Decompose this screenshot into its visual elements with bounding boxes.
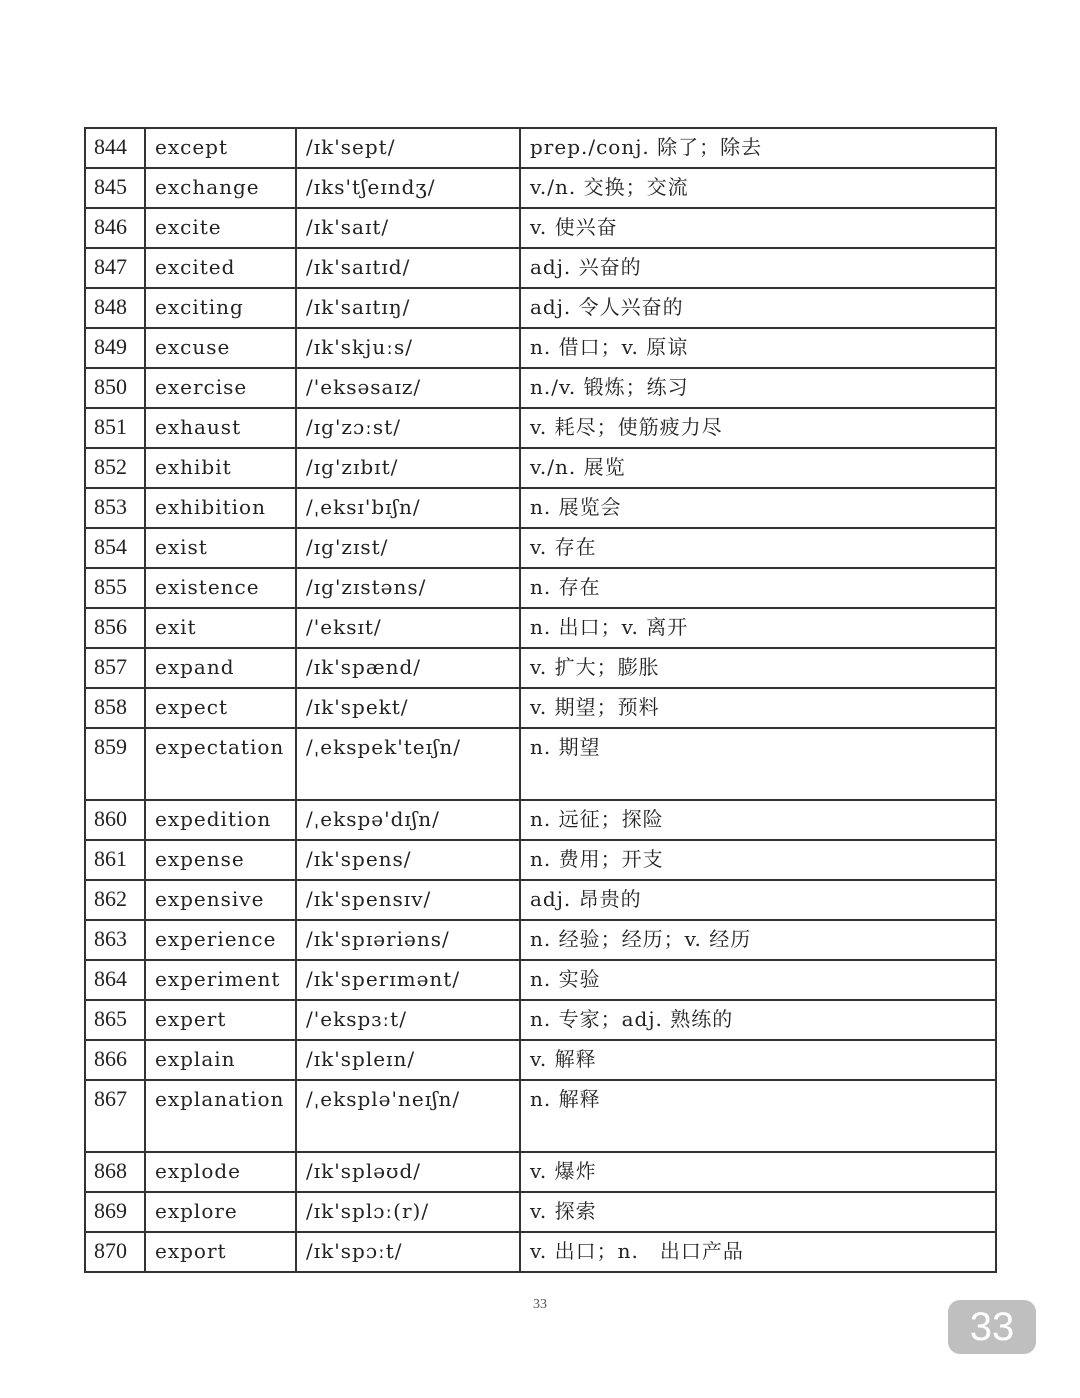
entry-phonetic: /'ekspɜːt/: [296, 1000, 520, 1040]
entry-word: expedition: [145, 800, 296, 840]
entry-number: 845: [85, 168, 145, 208]
entry-meaning: v. 耗尽；使筋疲力尽: [520, 408, 996, 448]
entry-number: 844: [85, 128, 145, 168]
entry-number: 857: [85, 648, 145, 688]
table-row: [85, 168, 996, 208]
entry-word: experience: [145, 920, 296, 960]
table-row: [85, 408, 996, 448]
entry-phonetic: /ˌekspə'dɪʃn/: [296, 800, 520, 840]
entry-word: explode: [145, 1152, 296, 1192]
entry-phonetic: /'eksɪt/: [296, 608, 520, 648]
entry-number: 861: [85, 840, 145, 880]
entry-phonetic: /ɪg'zɪbɪt/: [296, 448, 520, 488]
table-row: [85, 880, 996, 920]
entry-word: existence: [145, 568, 296, 608]
entry-word: export: [145, 1232, 296, 1272]
entry-phonetic: /ɪg'zɪst/: [296, 528, 520, 568]
table-row: [85, 448, 996, 488]
entry-meaning: v. 出口；n. 出口产品: [520, 1232, 996, 1272]
entry-meaning: v. 爆炸: [520, 1152, 996, 1192]
entry-phonetic: /ɪk'spɪəriəns/: [296, 920, 520, 960]
table-row: [85, 128, 996, 168]
entry-meaning: adj. 兴奋的: [520, 248, 996, 288]
entry-number: 855: [85, 568, 145, 608]
entry-number: 853: [85, 488, 145, 528]
table-row: [85, 568, 996, 608]
entry-number: 862: [85, 880, 145, 920]
table-row: [85, 1000, 996, 1040]
vocabulary-table-body: [85, 128, 996, 1272]
table-row: [85, 800, 996, 840]
entry-meaning: v. 探索: [520, 1192, 996, 1232]
table-row: [85, 488, 996, 528]
entry-number: 852: [85, 448, 145, 488]
entry-meaning: v. 期望；预料: [520, 688, 996, 728]
entry-phonetic: /ɪk'spens/: [296, 840, 520, 880]
table-row: [85, 960, 996, 1000]
entry-number: 850: [85, 368, 145, 408]
entry-meaning: n. 专家；adj. 熟练的: [520, 1000, 996, 1040]
entry-meaning: n. 经验；经历；v. 经历: [520, 920, 996, 960]
table-row: [85, 648, 996, 688]
entry-number: 870: [85, 1232, 145, 1272]
entry-number: 851: [85, 408, 145, 448]
entry-meaning: n. 费用；开支: [520, 840, 996, 880]
table-row: [85, 528, 996, 568]
table-row: [85, 208, 996, 248]
entry-word: exhaust: [145, 408, 296, 448]
entry-phonetic: /ɪk'sperɪmənt/: [296, 960, 520, 1000]
table-row: [85, 728, 996, 800]
entry-word: explanation: [145, 1080, 296, 1152]
entry-number: 859: [85, 728, 145, 800]
entry-number: 848: [85, 288, 145, 328]
entry-meaning: v. 存在: [520, 528, 996, 568]
entry-word: exhibit: [145, 448, 296, 488]
entry-number: 868: [85, 1152, 145, 1192]
table-row: [85, 688, 996, 728]
table-row: [85, 288, 996, 328]
entry-phonetic: /ɪk'saɪtɪŋ/: [296, 288, 520, 328]
table-row: [85, 1152, 996, 1192]
entry-meaning: v. 扩大；膨胀: [520, 648, 996, 688]
entry-word: experiment: [145, 960, 296, 1000]
entry-word: expense: [145, 840, 296, 880]
entry-word: excited: [145, 248, 296, 288]
entry-phonetic: /ɪk'spekt/: [296, 688, 520, 728]
entry-word: excuse: [145, 328, 296, 368]
entry-meaning: v./n. 交换；交流: [520, 168, 996, 208]
entry-phonetic: /ɪk'splɔː(r)/: [296, 1192, 520, 1232]
entry-word: expert: [145, 1000, 296, 1040]
table-row: [85, 328, 996, 368]
entry-phonetic: /ɪk'saɪtɪd/: [296, 248, 520, 288]
table-row: [85, 1040, 996, 1080]
entry-phonetic: /ˌekspek'teɪʃn/: [296, 728, 520, 800]
entry-meaning: n./v. 锻炼；练习: [520, 368, 996, 408]
entry-meaning: n. 展览会: [520, 488, 996, 528]
entry-meaning: n. 存在: [520, 568, 996, 608]
entry-meaning: v. 解释: [520, 1040, 996, 1080]
entry-number: 869: [85, 1192, 145, 1232]
table-row: [85, 248, 996, 288]
entry-meaning: n. 期望: [520, 728, 996, 800]
table-row: [85, 840, 996, 880]
entry-number: 865: [85, 1000, 145, 1040]
entry-number: 858: [85, 688, 145, 728]
entry-phonetic: /ɪk'skjuːs/: [296, 328, 520, 368]
entry-word: exciting: [145, 288, 296, 328]
table-row: [85, 608, 996, 648]
entry-number: 866: [85, 1040, 145, 1080]
entry-word: exhibition: [145, 488, 296, 528]
table-row: [85, 1192, 996, 1232]
entry-meaning: n. 出口；v. 离开: [520, 608, 996, 648]
entry-number: 846: [85, 208, 145, 248]
entry-phonetic: /ɪk'saɪt/: [296, 208, 520, 248]
entry-word: exchange: [145, 168, 296, 208]
entry-meaning: n. 实验: [520, 960, 996, 1000]
entry-word: exercise: [145, 368, 296, 408]
entry-word: expect: [145, 688, 296, 728]
entry-word: expand: [145, 648, 296, 688]
entry-phonetic: /ˌeksɪ'bɪʃn/: [296, 488, 520, 528]
entry-phonetic: /'eksəsaɪz/: [296, 368, 520, 408]
table-row: [85, 1080, 996, 1152]
entry-number: 867: [85, 1080, 145, 1152]
entry-meaning: v./n. 展览: [520, 448, 996, 488]
entry-phonetic: /ɪk'spænd/: [296, 648, 520, 688]
entry-phonetic: /ɪk'sept/: [296, 128, 520, 168]
entry-phonetic: /ɪks'tʃeɪndʒ/: [296, 168, 520, 208]
entry-number: 863: [85, 920, 145, 960]
entry-word: excite: [145, 208, 296, 248]
entry-phonetic: /ˌeksplə'neɪʃn/: [296, 1080, 520, 1152]
entry-meaning: n. 借口；v. 原谅: [520, 328, 996, 368]
table-row: [85, 1232, 996, 1272]
page-number: 33: [533, 1297, 547, 1312]
entry-meaning: n. 解释: [520, 1080, 996, 1152]
entry-meaning: adj. 昂贵的: [520, 880, 996, 920]
entry-phonetic: /ɪk'spləʊd/: [296, 1152, 520, 1192]
entry-number: 860: [85, 800, 145, 840]
entry-word: except: [145, 128, 296, 168]
entry-word: expectation: [145, 728, 296, 800]
entry-number: 864: [85, 960, 145, 1000]
vocabulary-table: [84, 127, 997, 1273]
entry-phonetic: /ɪk'spleɪn/: [296, 1040, 520, 1080]
entry-word: exist: [145, 528, 296, 568]
entry-word: exit: [145, 608, 296, 648]
table-row: [85, 920, 996, 960]
entry-phonetic: /ɪk'spɔːt/: [296, 1232, 520, 1272]
entry-number: 847: [85, 248, 145, 288]
entry-meaning: adj. 令人兴奋的: [520, 288, 996, 328]
entry-word: expensive: [145, 880, 296, 920]
entry-number: 854: [85, 528, 145, 568]
entry-meaning: v. 使兴奋: [520, 208, 996, 248]
entry-meaning: prep./conj. 除了；除去: [520, 128, 996, 168]
entry-number: 849: [85, 328, 145, 368]
entry-word: explore: [145, 1192, 296, 1232]
page-badge: 33: [948, 1300, 1036, 1354]
table-row: [85, 368, 996, 408]
entry-number: 856: [85, 608, 145, 648]
entry-phonetic: /ɪk'spensɪv/: [296, 880, 520, 920]
entry-phonetic: /ɪg'zɪstəns/: [296, 568, 520, 608]
entry-meaning: n. 远征；探险: [520, 800, 996, 840]
entry-phonetic: /ɪg'zɔːst/: [296, 408, 520, 448]
entry-word: explain: [145, 1040, 296, 1080]
